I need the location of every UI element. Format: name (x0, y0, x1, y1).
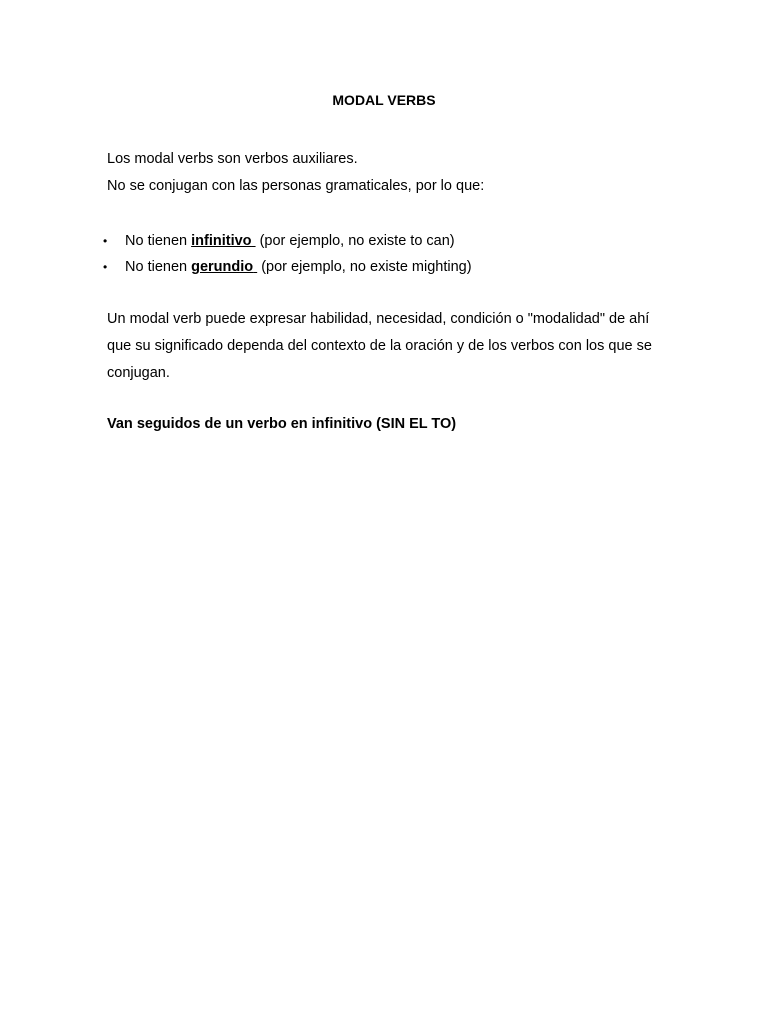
bullet-term: infinitivo (191, 233, 252, 249)
bullet-term: gerundio (191, 259, 254, 275)
list-item (103, 254, 667, 280)
bullet-prefix: No tienen (125, 259, 192, 275)
intro-line: Los modal verbs son verbos auxiliares. (107, 151, 358, 167)
closing-statement: Van seguidos de un verbo en infinitivo (SIN EL TO) (107, 416, 457, 432)
bullet-suffix: (por ejemplo, no existe mighting) (257, 259, 472, 275)
body-paragraph: Un modal verb puede expresar habilidad, necesidad, condición o "modalidad" de ahí que su significado dependa del contexto de la oración y de los verbos con los que se conjugan. (107, 311, 652, 381)
list-item (103, 228, 667, 254)
intro-paragraph (107, 146, 667, 200)
bullet-list (103, 228, 667, 280)
bullet-icon: • (103, 260, 108, 274)
intro-line: No se conjugan con las personas gramaticales, por lo que: (107, 178, 485, 194)
page-title: MODAL VERBS (332, 92, 436, 108)
bullet-prefix: No tienen (125, 233, 192, 249)
bullet-icon: • (103, 234, 108, 248)
bullet-suffix: (por ejemplo, no existe to can) (255, 233, 455, 249)
